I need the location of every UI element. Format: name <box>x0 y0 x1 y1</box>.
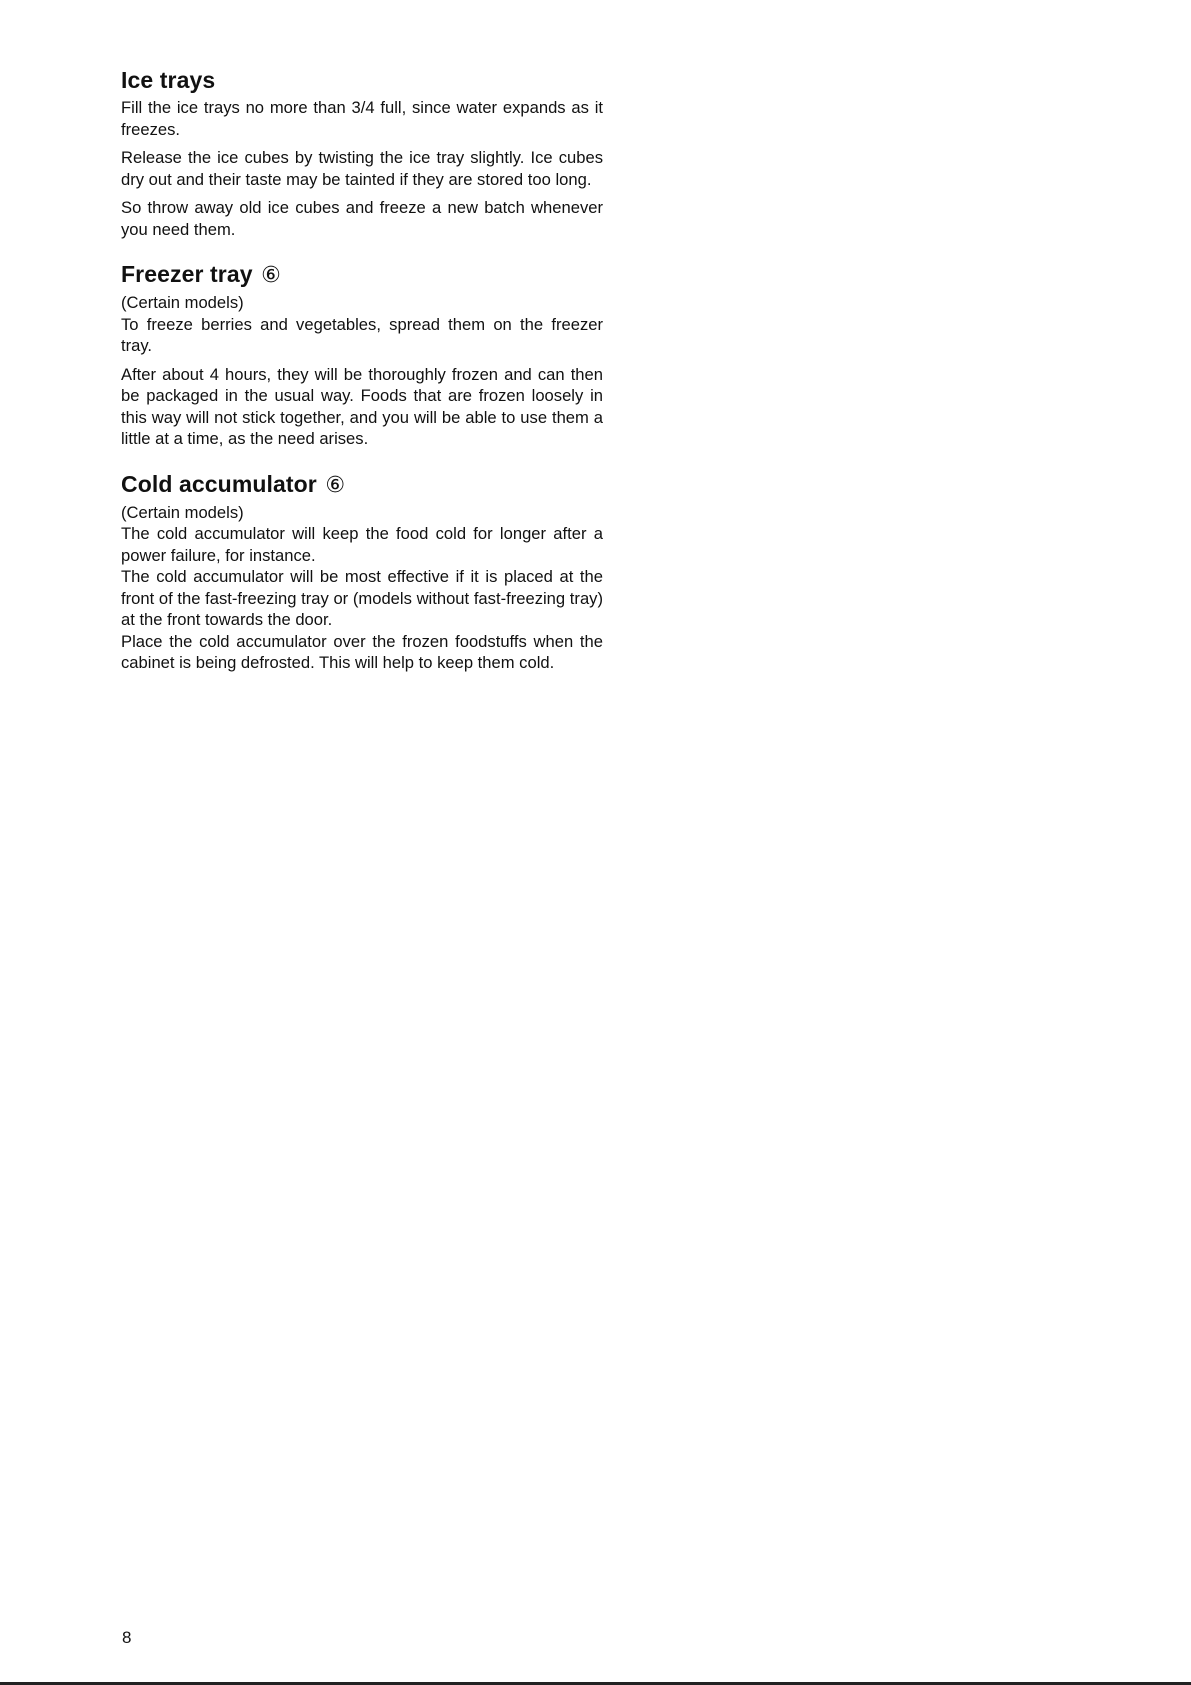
section-freezer-tray <box>121 260 603 450</box>
ice-trays-paragraph-1: Fill the ice trays no more than 3/4 full, since water expands as it freezes. <box>121 98 603 139</box>
freezer-tray-paragraph-1: To freeze berries and vegetables, spread them on the freezer tray. <box>121 314 603 355</box>
freezer-tray-paragraph-2: After about 4 hours, they will be thoroughly frozen and can then be packaged in the usual way. Foods that are frozen loosely in this way will not stick together, and you will be able to use them a little at a time, as the need arises. <box>121 364 603 448</box>
cold-accumulator-note: (Certain models) <box>121 502 244 522</box>
content-column <box>121 66 603 674</box>
ice-trays-paragraph-2: Release the ice cubes by twisting the ice tray slightly. Ice cubes dry out and their taste may be tainted if they are stored too long. <box>121 148 603 189</box>
cold-accumulator-paragraph-3: Place the cold accumulator over the frozen foodstuffs when the cabinet is being defrosted. This will help to keep them cold. <box>121 631 603 672</box>
circled-number-six-icon: ⑥ <box>325 471 346 497</box>
cold-accumulator-paragraph-2: The cold accumulator will be most effective if it is placed at the front of the fast-freezing tray or (models without fast-freezing tray) at the front towards the door. <box>121 567 603 629</box>
heading-cold-accumulator <box>121 470 603 499</box>
heading-ice-trays-text: Ice trays <box>121 67 216 93</box>
heading-freezer-tray <box>121 260 603 289</box>
section-cold-accumulator <box>121 470 603 674</box>
section-ice-trays <box>121 66 603 240</box>
freezer-tray-note: (Certain models) <box>121 293 244 312</box>
page-number: 8 <box>122 1628 132 1647</box>
heading-cold-accumulator-text: Cold accumulator <box>121 470 317 497</box>
ice-trays-paragraph-3: So throw away old ice cubes and freeze a new batch whenever you need them. <box>121 198 603 239</box>
heading-freezer-tray-text: Freezer tray <box>121 261 253 287</box>
cold-accumulator-paragraph-1: The cold accumulator will keep the food cold for longer after a power failure, for instance. <box>121 524 603 565</box>
circled-number-six-icon: ⑥ <box>261 262 281 287</box>
heading-ice-trays <box>121 66 603 94</box>
